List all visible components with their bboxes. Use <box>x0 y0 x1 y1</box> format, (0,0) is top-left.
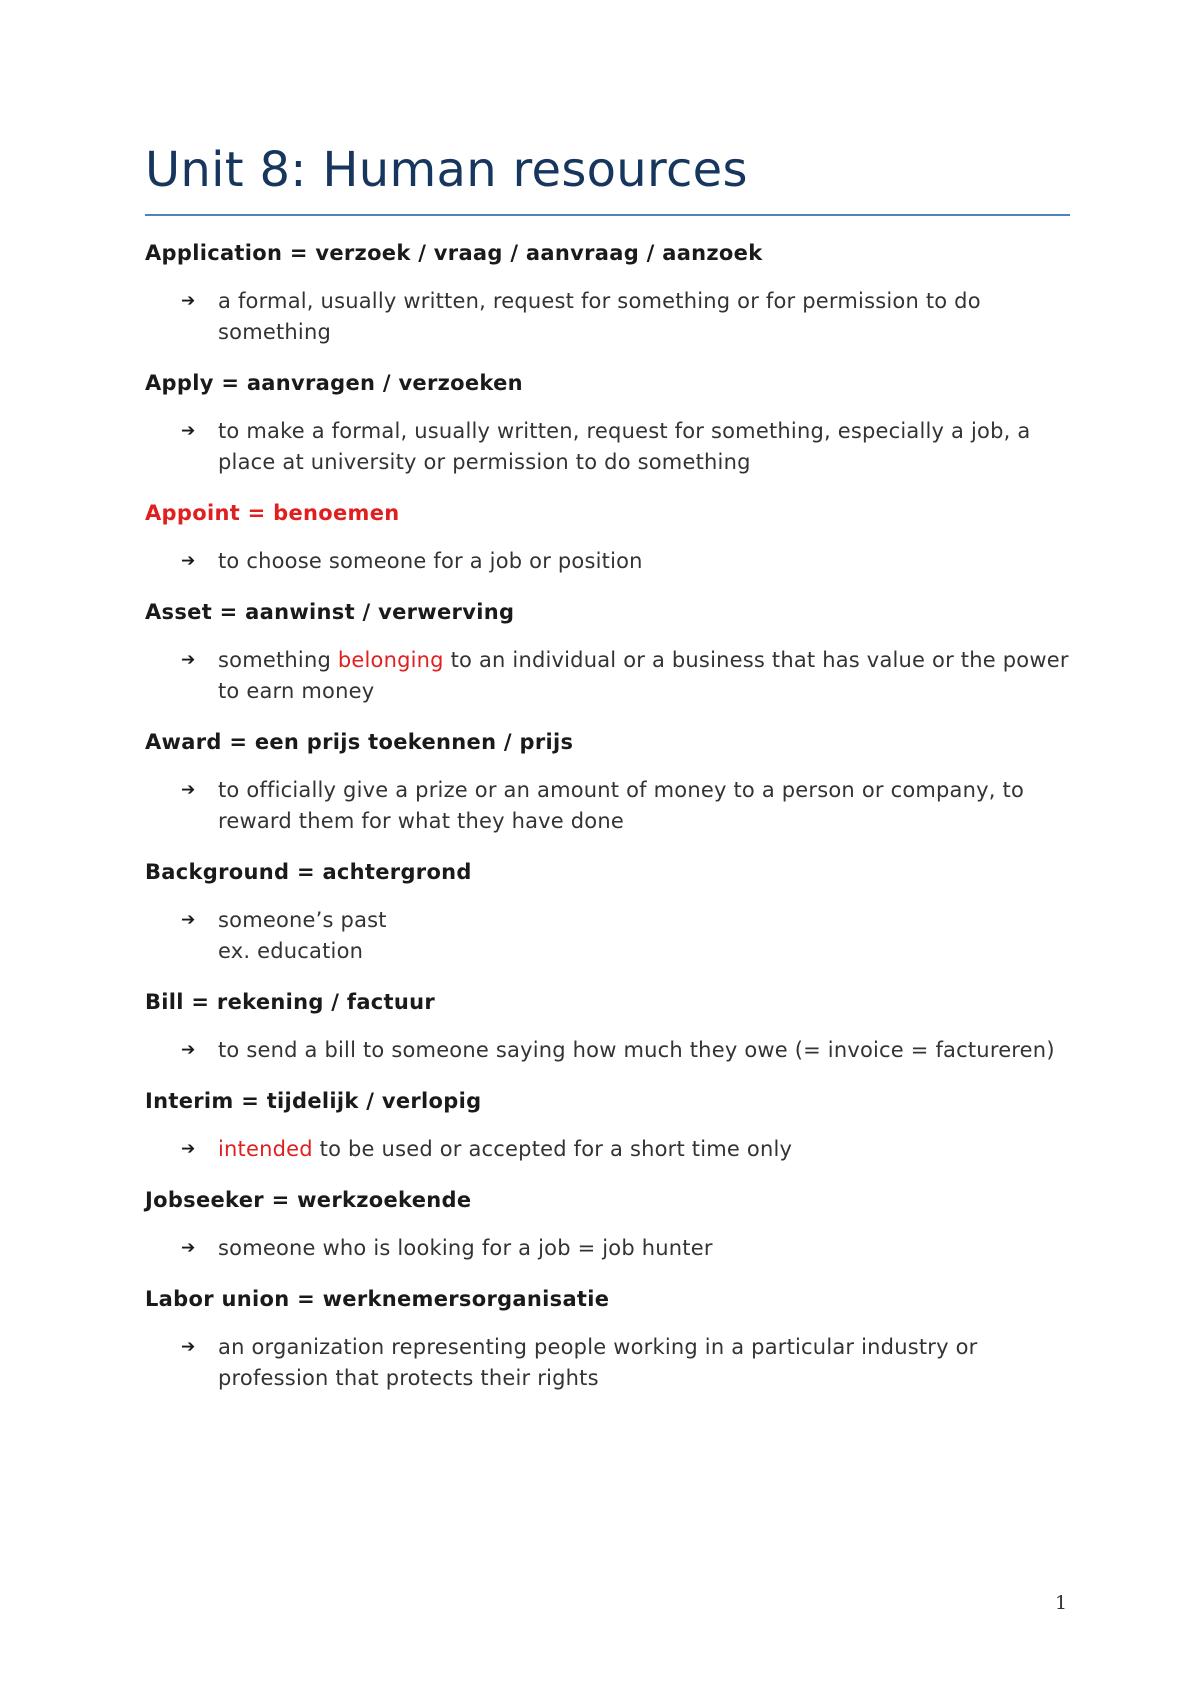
highlighted-word: intended <box>218 1137 313 1161</box>
definition-text-post: to an individual or a business that has value or the power to earn money <box>218 648 1069 703</box>
definition-text: a formal, usually written, request for something or for permission to do something <box>218 289 981 344</box>
glossary-entry-apply <box>145 366 1070 478</box>
glossary-definition <box>145 905 1070 967</box>
glossary-definition <box>145 1233 1070 1264</box>
definition-text: to send a bill to someone saying how much they owe (= invoice = factureren) <box>218 1038 1055 1062</box>
definition-text-pre: something <box>218 648 338 672</box>
glossary-term: Labor union = werknemersorganisatie <box>145 1287 610 1311</box>
definition-text: to officially give a prize or an amount of money to a person or company, to reward them for what they have done <box>218 778 1024 833</box>
glossary-entry-interim <box>145 1084 1070 1165</box>
glossary-term: Application = verzoek / vraag / aanvraag / aanzoek <box>145 241 763 265</box>
arrow-right-icon: ➔ <box>181 551 196 571</box>
glossary-entry-labor-union <box>145 1282 1070 1394</box>
glossary-definition <box>145 1332 1070 1394</box>
glossary-definition <box>145 286 1070 348</box>
glossary-term-highlighted: Appoint = benoemen <box>145 501 400 525</box>
arrow-right-icon: ➔ <box>181 1040 196 1060</box>
glossary-term: Interim = tijdelijk / verlopig <box>145 1089 482 1113</box>
definition-text: someone’s past <box>218 908 387 932</box>
glossary-entry-jobseeker <box>145 1183 1070 1264</box>
arrow-right-icon: ➔ <box>181 650 196 670</box>
glossary-entry-appoint <box>145 496 1070 577</box>
arrow-right-icon: ➔ <box>181 1337 196 1357</box>
glossary-definition <box>145 645 1070 707</box>
glossary-definition <box>145 416 1070 478</box>
glossary-term: Background = achtergrond <box>145 860 472 884</box>
highlighted-word: belonging <box>337 648 444 672</box>
glossary-entry-bill <box>145 985 1070 1066</box>
definition-text: to choose someone for a job or position <box>218 549 643 573</box>
arrow-right-icon: ➔ <box>181 780 196 800</box>
glossary-definition <box>145 1134 1070 1165</box>
arrow-right-icon: ➔ <box>181 291 196 311</box>
glossary-list <box>145 236 1070 1412</box>
definition-text: to make a formal, usually written, request for something, especially a job, a place at university or permission to do something <box>218 419 1031 474</box>
glossary-term: Bill = rekening / factuur <box>145 990 436 1014</box>
arrow-right-icon: ➔ <box>181 1139 196 1159</box>
glossary-definition <box>145 546 1070 577</box>
definition-text: an organization representing people working in a particular industry or profession that protects their rights <box>218 1335 978 1390</box>
glossary-entry-background <box>145 855 1070 967</box>
arrow-right-icon: ➔ <box>181 910 196 930</box>
arrow-right-icon: ➔ <box>181 421 196 441</box>
glossary-definition <box>145 1035 1070 1066</box>
page-number: 1 <box>1055 1592 1068 1614</box>
page-title: Unit 8: Human resources <box>145 142 748 198</box>
definition-text: someone who is looking for a job = job hunter <box>218 1236 713 1260</box>
glossary-entry-asset <box>145 595 1070 707</box>
glossary-term: Award = een prijs toekennen / prijs <box>145 730 574 754</box>
title-underline <box>145 214 1070 216</box>
arrow-right-icon: ➔ <box>181 1238 196 1258</box>
definition-example: ex. education <box>218 939 364 963</box>
glossary-entry-application <box>145 236 1070 348</box>
glossary-term: Asset = aanwinst / verwerving <box>145 600 515 624</box>
definition-text-post: to be used or accepted for a short time only <box>312 1137 793 1161</box>
glossary-definition <box>145 775 1070 837</box>
glossary-term: Apply = aanvragen / verzoeken <box>145 371 523 395</box>
glossary-entry-award <box>145 725 1070 837</box>
glossary-term: Jobseeker = werkzoekende <box>145 1188 472 1212</box>
